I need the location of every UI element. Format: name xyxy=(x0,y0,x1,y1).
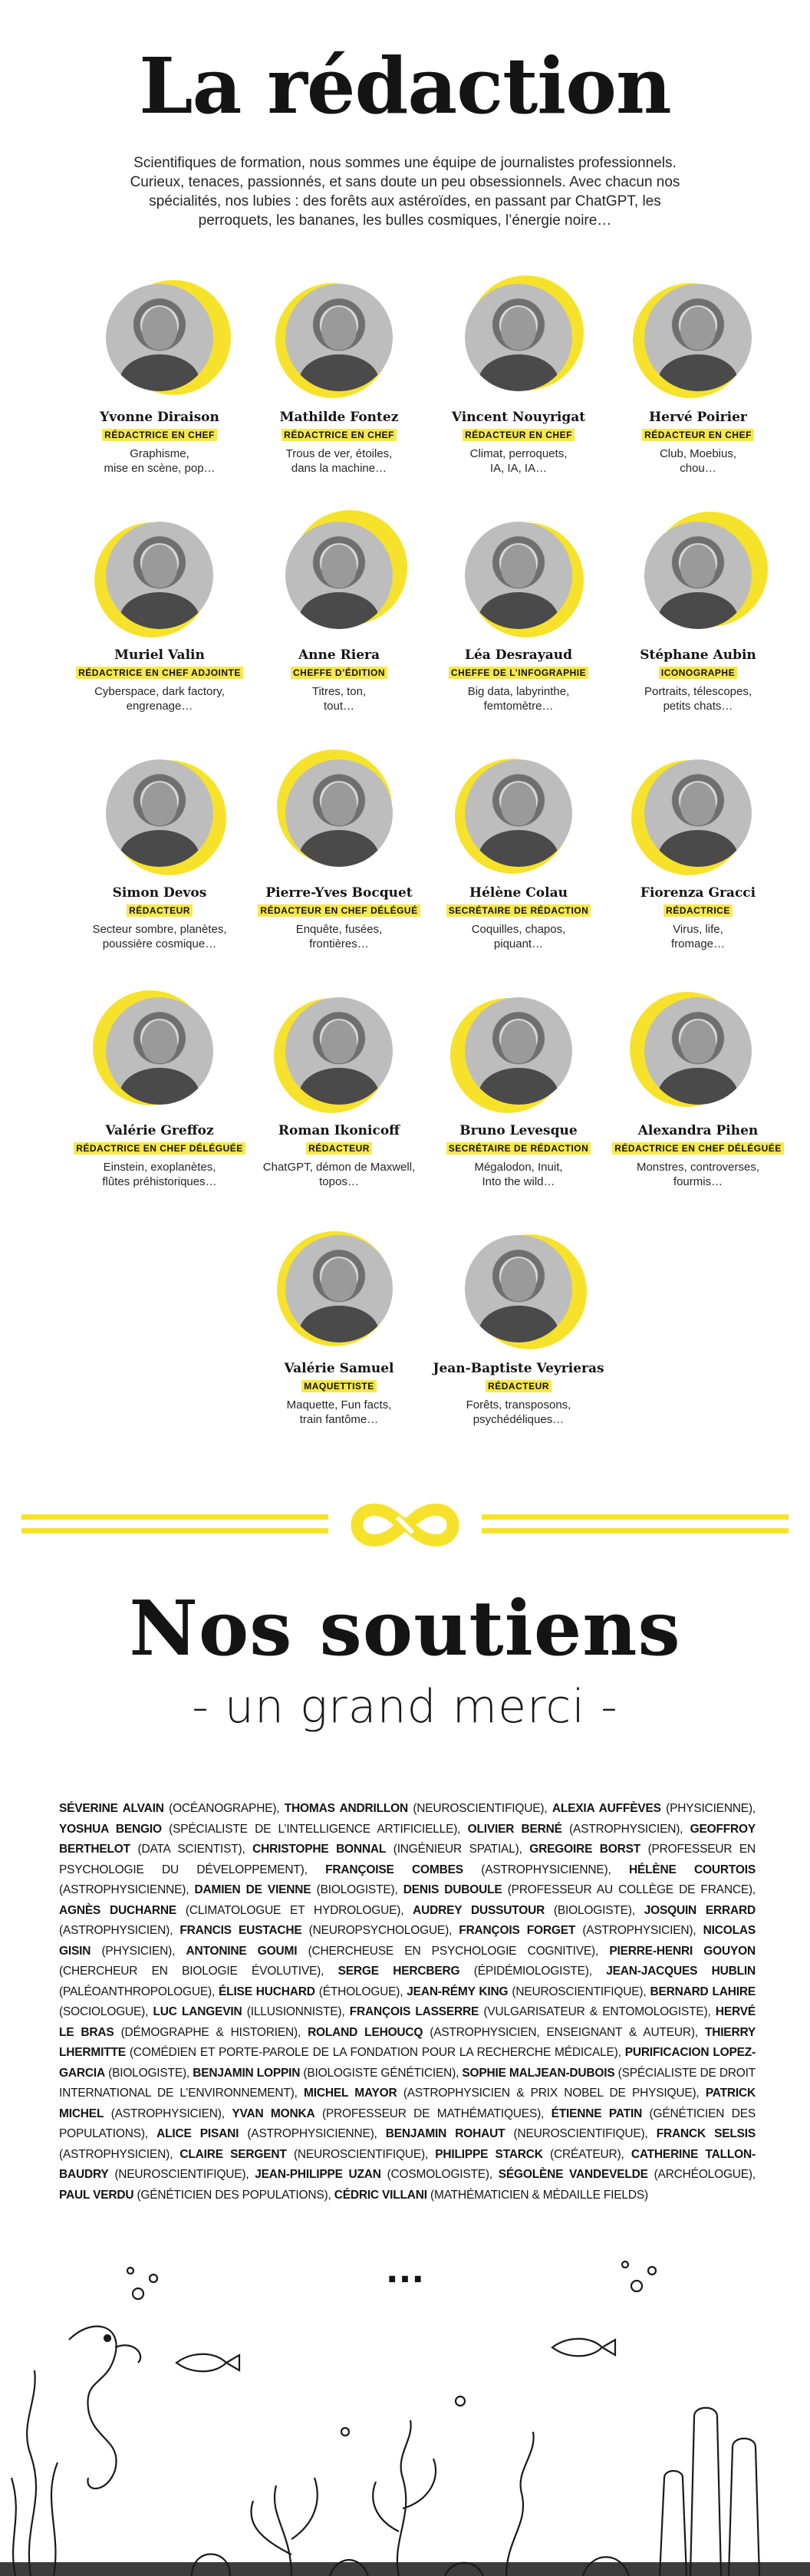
member-name: Jean-Baptiste Veyrieras xyxy=(433,1361,604,1376)
supporter-qualification: (ILLUSIONNISTE) xyxy=(246,2005,342,2018)
member-description: Mégalodon, Inuit, Into the wild… xyxy=(474,1161,563,1188)
avatar xyxy=(106,522,213,629)
supporter-name: CHRISTOPHE BONNAL xyxy=(252,1843,387,1856)
member-role: RÉDACTRICE xyxy=(663,904,733,917)
supporter-qualification: (ASTROPHYSICIENNE) xyxy=(481,1863,608,1876)
supporter-qualification: (ÉPIDÉMIOLOGISTE) xyxy=(473,1965,589,1978)
supporter-qualification: (ARCHÉOLOGUE) xyxy=(654,2168,752,2181)
portrait xyxy=(637,514,759,637)
soutiens-title: Nos soutiens xyxy=(129,1585,681,1673)
supporter-qualification: (INGÉNIEUR SPATIAL) xyxy=(393,1843,519,1856)
member-description: Virus, life, fromage… xyxy=(670,923,726,950)
supporter-name: PHILIPPE STARCK xyxy=(435,2147,543,2161)
member-description: Titres, ton, tout… xyxy=(311,685,367,713)
supporter-qualification: (NEUROSCIENTIFIQUE) xyxy=(114,2168,246,2181)
portrait xyxy=(637,990,759,1112)
supporter-name: SOPHIE MALJEAN-DUBOIS xyxy=(462,2066,615,2080)
portrait xyxy=(637,276,759,399)
team-member xyxy=(247,514,431,713)
avatar xyxy=(644,759,752,867)
avatar xyxy=(285,522,393,629)
supporter-qualification: (ASTROPHYSICIEN) xyxy=(59,2147,170,2161)
member-name: Bruno Levesque xyxy=(459,1123,578,1138)
member-name: Hervé Poirier xyxy=(649,410,747,425)
supporter-qualification: (PHYSICIEN) xyxy=(101,1944,173,1958)
supporter-qualification: (NEUROSCIENTIFIQUE) xyxy=(512,1985,644,1998)
supporter-qualification: (SPÉCIALISTE DE DROIT INTERNATIONAL DE L’ENVIRONNEMENT) xyxy=(59,2066,756,2100)
supporter-name: OLIVIER BERNÉ xyxy=(467,1822,562,1836)
member-name: Anne Riera xyxy=(298,647,380,663)
supporter-qualification: (MATHÉMATICIEN & MÉDAILLE FIELDS) xyxy=(430,2188,648,2202)
supporter-qualification: (BIOLOGISTE) xyxy=(553,1903,632,1917)
member-name: Pierre-Yves Bocquet xyxy=(265,885,413,901)
supporter-qualification: (COSMOLOGISTE) xyxy=(387,2168,489,2181)
supporter-name: LUC LANGEVIN xyxy=(153,2005,242,2018)
supporter-name: FRANCIS EUSTACHE xyxy=(179,1924,302,1937)
supporter-name: BERNARD LAHIRE xyxy=(650,1985,756,1998)
avatar xyxy=(644,522,752,629)
supporter-qualification: (NEUROSCIENTIFIQUE) xyxy=(293,2147,425,2161)
portrait xyxy=(98,752,221,875)
supporter-qualification: (ASTROPHYSICIEN & PRIX NOBEL DE PHYSIQUE) xyxy=(403,2087,696,2100)
member-role: ICONOGRAPHE xyxy=(659,667,737,679)
member-description: Portraits, télescopes, petits chats… xyxy=(644,685,752,713)
portrait xyxy=(278,752,400,875)
supporter-name: FRANÇOIS FORGET xyxy=(459,1924,576,1937)
supporter-name: DENIS DUBOULE xyxy=(403,1883,502,1896)
supporter-name: SÉGOLÈNE VANDEVELDE xyxy=(498,2168,648,2181)
supporter-name: ÉLISE HUCHARD xyxy=(219,1985,315,1998)
team-member xyxy=(247,990,431,1189)
supporter-name: AUDREY DUSSUTOUR xyxy=(413,1903,545,1917)
supporter-name: FRANÇOIS LASSERRE xyxy=(349,2005,479,2018)
portrait xyxy=(278,276,400,399)
portrait xyxy=(278,514,400,637)
member-role: RÉDACTEUR xyxy=(127,904,193,917)
avatar xyxy=(106,997,213,1105)
supporter-name: ALICE PISANI xyxy=(156,2127,239,2140)
avatar xyxy=(285,997,393,1105)
member-name: Valérie Samuel xyxy=(284,1361,394,1376)
team-member xyxy=(68,990,252,1189)
supporter-qualification: (COMÉDIEN ET PORTE-PAROLE DE LA FONDATION POUR LA RECHERCHE MÉDICALE) xyxy=(129,2046,618,2059)
member-name: Mathilde Fontez xyxy=(279,410,399,425)
supporter-name: BENJAMIN LOPPIN xyxy=(193,2066,301,2080)
supporter-name: FRANÇOISE COMBES xyxy=(325,1863,463,1876)
supporter-name: YVAN MONKA xyxy=(232,2107,315,2120)
ellipsis: ... xyxy=(385,2252,425,2291)
supporter-name: PAUL VERDU xyxy=(59,2188,134,2202)
supporter-qualification: (BIOLOGISTE) xyxy=(108,2066,186,2080)
supporter-name: DAMIEN DE VIENNE xyxy=(194,1883,311,1896)
member-role: RÉDACTRICE EN CHEF ADJOINTE xyxy=(76,667,243,679)
member-description: Enquête, fusées, frontières… xyxy=(295,923,383,950)
member-name: Muriel Valin xyxy=(114,647,205,663)
member-role: CHEFFE D’ÉDITION xyxy=(291,667,387,679)
supporter-name: FRANCK SELSIS xyxy=(656,2127,756,2140)
supporter-name: JOSQUIN ERRARD xyxy=(644,1903,756,1917)
team-member xyxy=(68,276,252,476)
member-role: MAQUETTISTE xyxy=(301,1380,377,1392)
member-description: Trous de ver, étoiles, dans la machine… xyxy=(285,447,393,475)
member-description: Big data, labyrinthe, femtomètre… xyxy=(467,685,570,713)
portrait xyxy=(457,990,580,1112)
supporter-name: PURIFICACION LOPEZ-GARCIA xyxy=(59,2046,756,2080)
portrait xyxy=(457,752,580,875)
supporter-qualification: (BIOLOGISTE) xyxy=(316,1883,395,1896)
member-description: Maquette, Fun facts, train fantôme… xyxy=(286,1398,392,1426)
member-name: Stéphane Aubin xyxy=(640,647,756,663)
member-name: Hélène Colau xyxy=(469,885,568,901)
supporter-name: THIERRY LHERMITTE xyxy=(59,2025,756,2059)
infinity-loop-icon xyxy=(344,1494,466,1556)
member-role: RÉDACTEUR xyxy=(486,1380,552,1392)
supporter-name: ROLAND LEHOUCQ xyxy=(308,2025,423,2039)
portrait xyxy=(278,1227,400,1350)
supporter-qualification: (DATA SCIENTIST) xyxy=(137,1843,242,1856)
member-role: RÉDACTRICE EN CHEF DÉLÉGUÉE xyxy=(74,1142,245,1155)
supporter-qualification: (ASTROPHYSICIEN, ENSEIGNANT & AUTEUR) xyxy=(430,2025,695,2039)
portrait xyxy=(457,514,580,637)
member-name: Simon Devos xyxy=(112,885,207,901)
avatar xyxy=(465,1235,572,1342)
member-description: Club, Moebius, chou… xyxy=(659,447,737,475)
member-name: Vincent Nouyrigat xyxy=(451,410,586,425)
supporter-name: PIERRE-HENRI GOUYON xyxy=(609,1944,756,1958)
portrait xyxy=(457,276,580,399)
member-role: RÉDACTEUR xyxy=(306,1142,372,1155)
supporter-qualification: (PALÉOANTHROPOLOGUE) xyxy=(59,1985,212,1998)
avatar xyxy=(465,522,572,629)
member-description: Einstein, exoplanètes, flûtes préhistoriques… xyxy=(102,1161,217,1188)
member-description: Graphisme, mise en scène, pop… xyxy=(104,447,216,475)
supporter-qualification: (NEUROPSYCHOLOGUE) xyxy=(308,1924,449,1937)
member-role: RÉDACTRICE EN CHEF xyxy=(102,429,217,441)
member-role: RÉDACTRICE EN CHEF DÉLÉGUÉE xyxy=(612,1142,784,1155)
supporter-qualification: (NEUROSCIENTIFIQUE) xyxy=(413,1802,545,1815)
supporter-name: MICHEL MAYOR xyxy=(304,2087,397,2100)
team-member xyxy=(426,990,611,1189)
member-role: RÉDACTEUR EN CHEF xyxy=(463,429,575,441)
supporter-qualification: (SOCIOLOGUE) xyxy=(59,2005,146,2018)
member-role: SECRÉTAIRE DE RÉDACTION xyxy=(446,904,591,917)
supporter-qualification: (DÉMOGRAPHE & HISTORIEN) xyxy=(120,2025,298,2039)
supporter-qualification: (ASTROPHYSICIEN) xyxy=(59,1924,170,1937)
supporter-name: BENJAMIN ROHAUT xyxy=(385,2127,505,2140)
avatar xyxy=(465,284,572,391)
supporter-name: ALEXIA AUFFÈVES xyxy=(552,1802,661,1815)
supporter-qualification: (VULGARISATEUR & ENTOMOLOGISTE) xyxy=(483,2005,708,2018)
title-wrap xyxy=(0,41,810,131)
member-description: Monstres, controverses, fourmis… xyxy=(636,1161,760,1188)
member-description: Coquilles, chapos, piquant… xyxy=(471,923,566,950)
supporter-qualification: (CHERCHEUR EN BIOLOGIE ÉVOLUTIVE) xyxy=(59,1965,321,1978)
portrait xyxy=(98,990,221,1112)
member-role: RÉDACTRICE EN CHEF xyxy=(282,429,397,441)
supporter-qualification: (OCÉANOGRAPHE) xyxy=(169,1802,277,1815)
avatar xyxy=(644,284,752,391)
supporter-qualification: (PROFESSEUR AU COLLÈGE DE FRANCE) xyxy=(507,1883,752,1896)
supporters-list: SÉVERINE ALVAIN (OCÉANOGRAPHE), THOMAS ANDRILLON (NEUROSCIENTIFIQUE), ALEXIA AUFFÈVES (PHYSICIENNE), YOSHUA BENGIO (SPÉCIALISTE DE L’INTELLIGENCE ARTIFICIELLE), OLIVIER BERNÉ (ASTROPHYSICIEN), GEOFFROY BERTHELOT (DATA SCIENTIST), CHRISTOPHE BONNAL (INGÉNIEUR SPATIAL), GREGOIRE BORST (PROFESSEUR EN PSYCHOLOGIE DU DÉVELOPPEMENT), FRANÇOISE COMBES (ASTROPHYSICIENNE), HÉLÈNE COURTOIS (ASTROPHYSICIENNE), DAMIEN DE VIENNE (BIOLOGISTE), DENIS DUBOULE (PROFESSEUR AU COLLÈGE DE FRANCE), AGNÈS DUCHARNE (CLIMATOLOGUE ET HYDROLOGUE), AUDREY DUSSUTOUR (BIOLOGISTE), JOSQUIN ERRARD (ASTROPHYSICIEN), FRANCIS EUSTACHE (NEUROPSYCHOLOGUE), FRANÇOIS FORGET (ASTROPHYSICIEN), NICOLAS GISIN (PHYSICIEN), ANTONINE GOUMI (CHERCHEUSE EN PSYCHOLOGIE COGNITIVE), PIERRE-HENRI GOUYON (CHERCHEUR EN BIOLOGIE ÉVOLUTIVE), SERGE HERCBERG (ÉPIDÉMIOLOGISTE), JEAN-JACQUES HUBLIN (PALÉOANTHROPOLOGUE), ÉLISE HUCHARD (ÉTHOLOGUE), JEAN-RÉMY KING (NEUROSCIENTIFIQUE), BERNARD LAHIRE (SOCIOLOGUE), LUC LANGEVIN (ILLUSIONNISTE), FRANÇOIS LASSERRE (VULGARISATEUR & ENTOMOLOGISTE), HERVÉ LE BRAS (DÉMOGRAPHE & HISTORIEN), ROLAND LEHOUCQ (ASTROPHYSICIEN, ENSEIGNANT & AUTEUR), THIERRY LHERMITTE (COMÉDIEN ET PORTE-PAROLE DE LA FONDATION POUR LA RECHERCHE MÉDICALE), PURIFICACION LOPEZ-GARCIA (BIOLOGISTE), BENJAMIN LOPPIN (BIOLOGISTE GÉNÉTICIEN), SOPHIE MALJEAN-DUBOIS (SPÉCIALISTE DE DROIT INTERNATIONAL DE L’ENVIRONNEMENT), MICHEL MAYOR (ASTROPHYSICIEN & PRIX NOBEL DE PHYSIQUE), PATRICK MICHEL (ASTROPHYSICIEN), YVAN MONKA (PROFESSEUR DE MATHÉMATIQUES), ÉTIENNE PATIN (GÉNÉTICIEN DES POPULATIONS), ALICE PISANI (ASTROPHYSICIENNE), BENJAMIN ROHAUT (NEUROSCIENTIFIQUE), FRANCK SELSIS (ASTROPHYSICIEN), CLAIRE SERGENT (NEUROSCIENTIFIQUE), PHILIPPE STARCK (CRÉATEUR), CATHERINE TALLON-BAUDRY (NEUROSCIENTIFIQUE), JEAN-PHILIPPE UZAN (COSMOLOGISTE), SÉGOLÈNE VANDEVELDE (ARCHÉOLOGUE), PAUL VERDU (GÉNÉTICIEN DES POPULATIONS), CÉDRIC VILLANI (MATHÉMATICIEN & MÉDAILLE FIELDS) xyxy=(59,1802,756,2202)
supporter-qualification: (NEUROSCIENTIFIQUE) xyxy=(513,2127,645,2140)
supporter-name: ÉTIENNE PATIN xyxy=(551,2107,643,2120)
supporter-name: CLAIRE SERGENT xyxy=(179,2147,287,2161)
team-member xyxy=(247,752,431,951)
supporter-qualification: (PROFESSEUR DE MATHÉMATIQUES) xyxy=(321,2107,542,2120)
avatar xyxy=(106,759,213,867)
team-member xyxy=(247,276,431,476)
supporter-qualification: (ASTROPHYSICIEN) xyxy=(110,2107,222,2120)
portrait xyxy=(98,276,221,399)
supporter-qualification: (CLIMATOLOGUE ET HYDROLOGUE) xyxy=(185,1903,401,1917)
member-role: SECRÉTAIRE DE RÉDACTION xyxy=(446,1142,591,1155)
team-member xyxy=(606,514,790,713)
member-name: Léa Desrayaud xyxy=(465,647,572,663)
team-member xyxy=(426,752,611,951)
member-role: CHEFFE DE L’INFOGRAPHIE xyxy=(449,667,588,679)
supporter-name: SÉVERINE ALVAIN xyxy=(59,1802,164,1815)
supporter-qualification: (BIOLOGISTE GÉNÉTICIEN) xyxy=(303,2066,456,2080)
supporter-name: GREGOIRE BORST xyxy=(529,1843,641,1856)
team-member xyxy=(247,1227,431,1427)
supporter-qualification: (ASTROPHYSICIEN) xyxy=(569,1822,680,1836)
member-name: Alexandra Pihen xyxy=(637,1123,759,1138)
portrait xyxy=(457,1227,580,1350)
member-role: RÉDACTEUR EN CHEF DÉLÉGUÉ xyxy=(258,904,420,917)
section-divider xyxy=(21,1494,789,1556)
supporter-qualification: (ASTROPHYSICIENNE) xyxy=(59,1883,186,1896)
member-name: Valérie Greffoz xyxy=(105,1123,214,1138)
portrait xyxy=(98,514,221,637)
team-member xyxy=(426,1227,611,1427)
supporter-name: NICOLAS GISIN xyxy=(59,1924,756,1958)
member-name: Yvonne Diraison xyxy=(100,410,219,425)
team-member xyxy=(426,514,611,713)
member-name: Fiorenza Gracci xyxy=(640,885,756,901)
avatar xyxy=(465,997,572,1105)
supporter-qualification: (SPÉCIALISTE DE L’INTELLIGENCE ARTIFICIELLE) xyxy=(169,1822,458,1836)
supporter-name: THOMAS ANDRILLON xyxy=(284,1802,408,1815)
team-member xyxy=(606,990,790,1189)
team-member xyxy=(426,276,611,476)
supporter-name: AGNÈS DUCHARNE xyxy=(59,1903,177,1917)
page-title: La rédaction xyxy=(139,41,671,131)
supporter-name: JEAN-JACQUES HUBLIN xyxy=(606,1965,756,1978)
supporter-qualification: (PHYSICIENNE) xyxy=(666,1802,752,1815)
portrait xyxy=(637,752,759,875)
member-description: Forêts, transposons, psychédéliques… xyxy=(466,1398,571,1426)
team-member xyxy=(606,752,790,951)
supporter-qualification: (GÉNÉTICIEN DES POPULATIONS) xyxy=(59,2107,756,2140)
member-description: Climat, perroquets, IA, IA, IA… xyxy=(469,447,568,475)
member-description: Secteur sombre, planètes, poussière cosmique… xyxy=(92,923,227,950)
member-role: RÉDACTEUR EN CHEF xyxy=(642,429,754,441)
portrait xyxy=(278,990,400,1112)
member-name: Roman Ikonicoff xyxy=(278,1123,400,1138)
supporter-qualification: (ASTROPHYSICIENNE) xyxy=(247,2127,374,2140)
intro-text: Scientifiques de formation, nous sommes une équipe de journalistes professionnels. Curieux, tenaces, passionnés, et sans doute un peu obsessionnels. Avec chacun nos spécialités, nos lubies : des forêts aux astéroïdes, en passant par ChatGPT, les perroquets, les bananes, les bulles cosmiques, l’énergie noire… xyxy=(130,155,680,229)
member-description: Cyberspace, dark factory, engrenage… xyxy=(94,685,225,713)
supporter-name: JEAN-RÉMY KING xyxy=(407,1985,509,1998)
supporter-name: PATRICK MICHEL xyxy=(59,2087,756,2120)
avatar xyxy=(285,1235,393,1342)
team-member xyxy=(68,752,252,951)
avatar xyxy=(106,284,213,391)
avatar xyxy=(644,997,752,1105)
avatar xyxy=(465,759,572,867)
supporter-name: YOSHUA BENGIO xyxy=(59,1822,162,1836)
avatar xyxy=(285,284,393,391)
member-description: ChatGPT, démon de Maxwell, topos… xyxy=(262,1161,416,1188)
supporter-qualification: (ÉTHOLOGUE) xyxy=(318,1985,400,1998)
supporter-name: CATHERINE TALLON-BAUDRY xyxy=(59,2147,756,2181)
marine-life-illustration xyxy=(0,2248,810,2576)
supporter-name: JEAN-PHILIPPE UZAN xyxy=(255,2168,381,2181)
supporter-qualification: (PROFESSEUR EN PSYCHOLOGIE DU DÉVELOPPEMENT) xyxy=(59,1843,756,1876)
supporter-qualification: (CRÉATEUR) xyxy=(550,2147,621,2161)
team-member xyxy=(606,276,790,476)
supporter-name: SERGE HERCBERG xyxy=(338,1965,460,1978)
supporter-name: GEOFFROY BERTHELOT xyxy=(59,1822,756,1856)
supporter-qualification: (CHERCHEUSE EN PSYCHOLOGIE COGNITIVE) xyxy=(308,1944,595,1958)
supporter-qualification: (GÉNÉTICIEN DES POPULATIONS) xyxy=(137,2188,328,2202)
team-member xyxy=(68,514,252,713)
soutiens-subtitle: - un grand merci - xyxy=(192,1680,618,1734)
avatar xyxy=(285,759,393,867)
supporter-name: ANTONINE GOUMI xyxy=(186,1944,298,1958)
supporter-name: CÉDRIC VILLANI xyxy=(334,2188,427,2202)
supporter-name: HÉLÈNE COURTOIS xyxy=(628,1863,756,1876)
supporter-qualification: (ASTROPHYSICIEN) xyxy=(582,1924,693,1937)
supporter-name: HERVÉ LE BRAS xyxy=(59,2005,756,2039)
